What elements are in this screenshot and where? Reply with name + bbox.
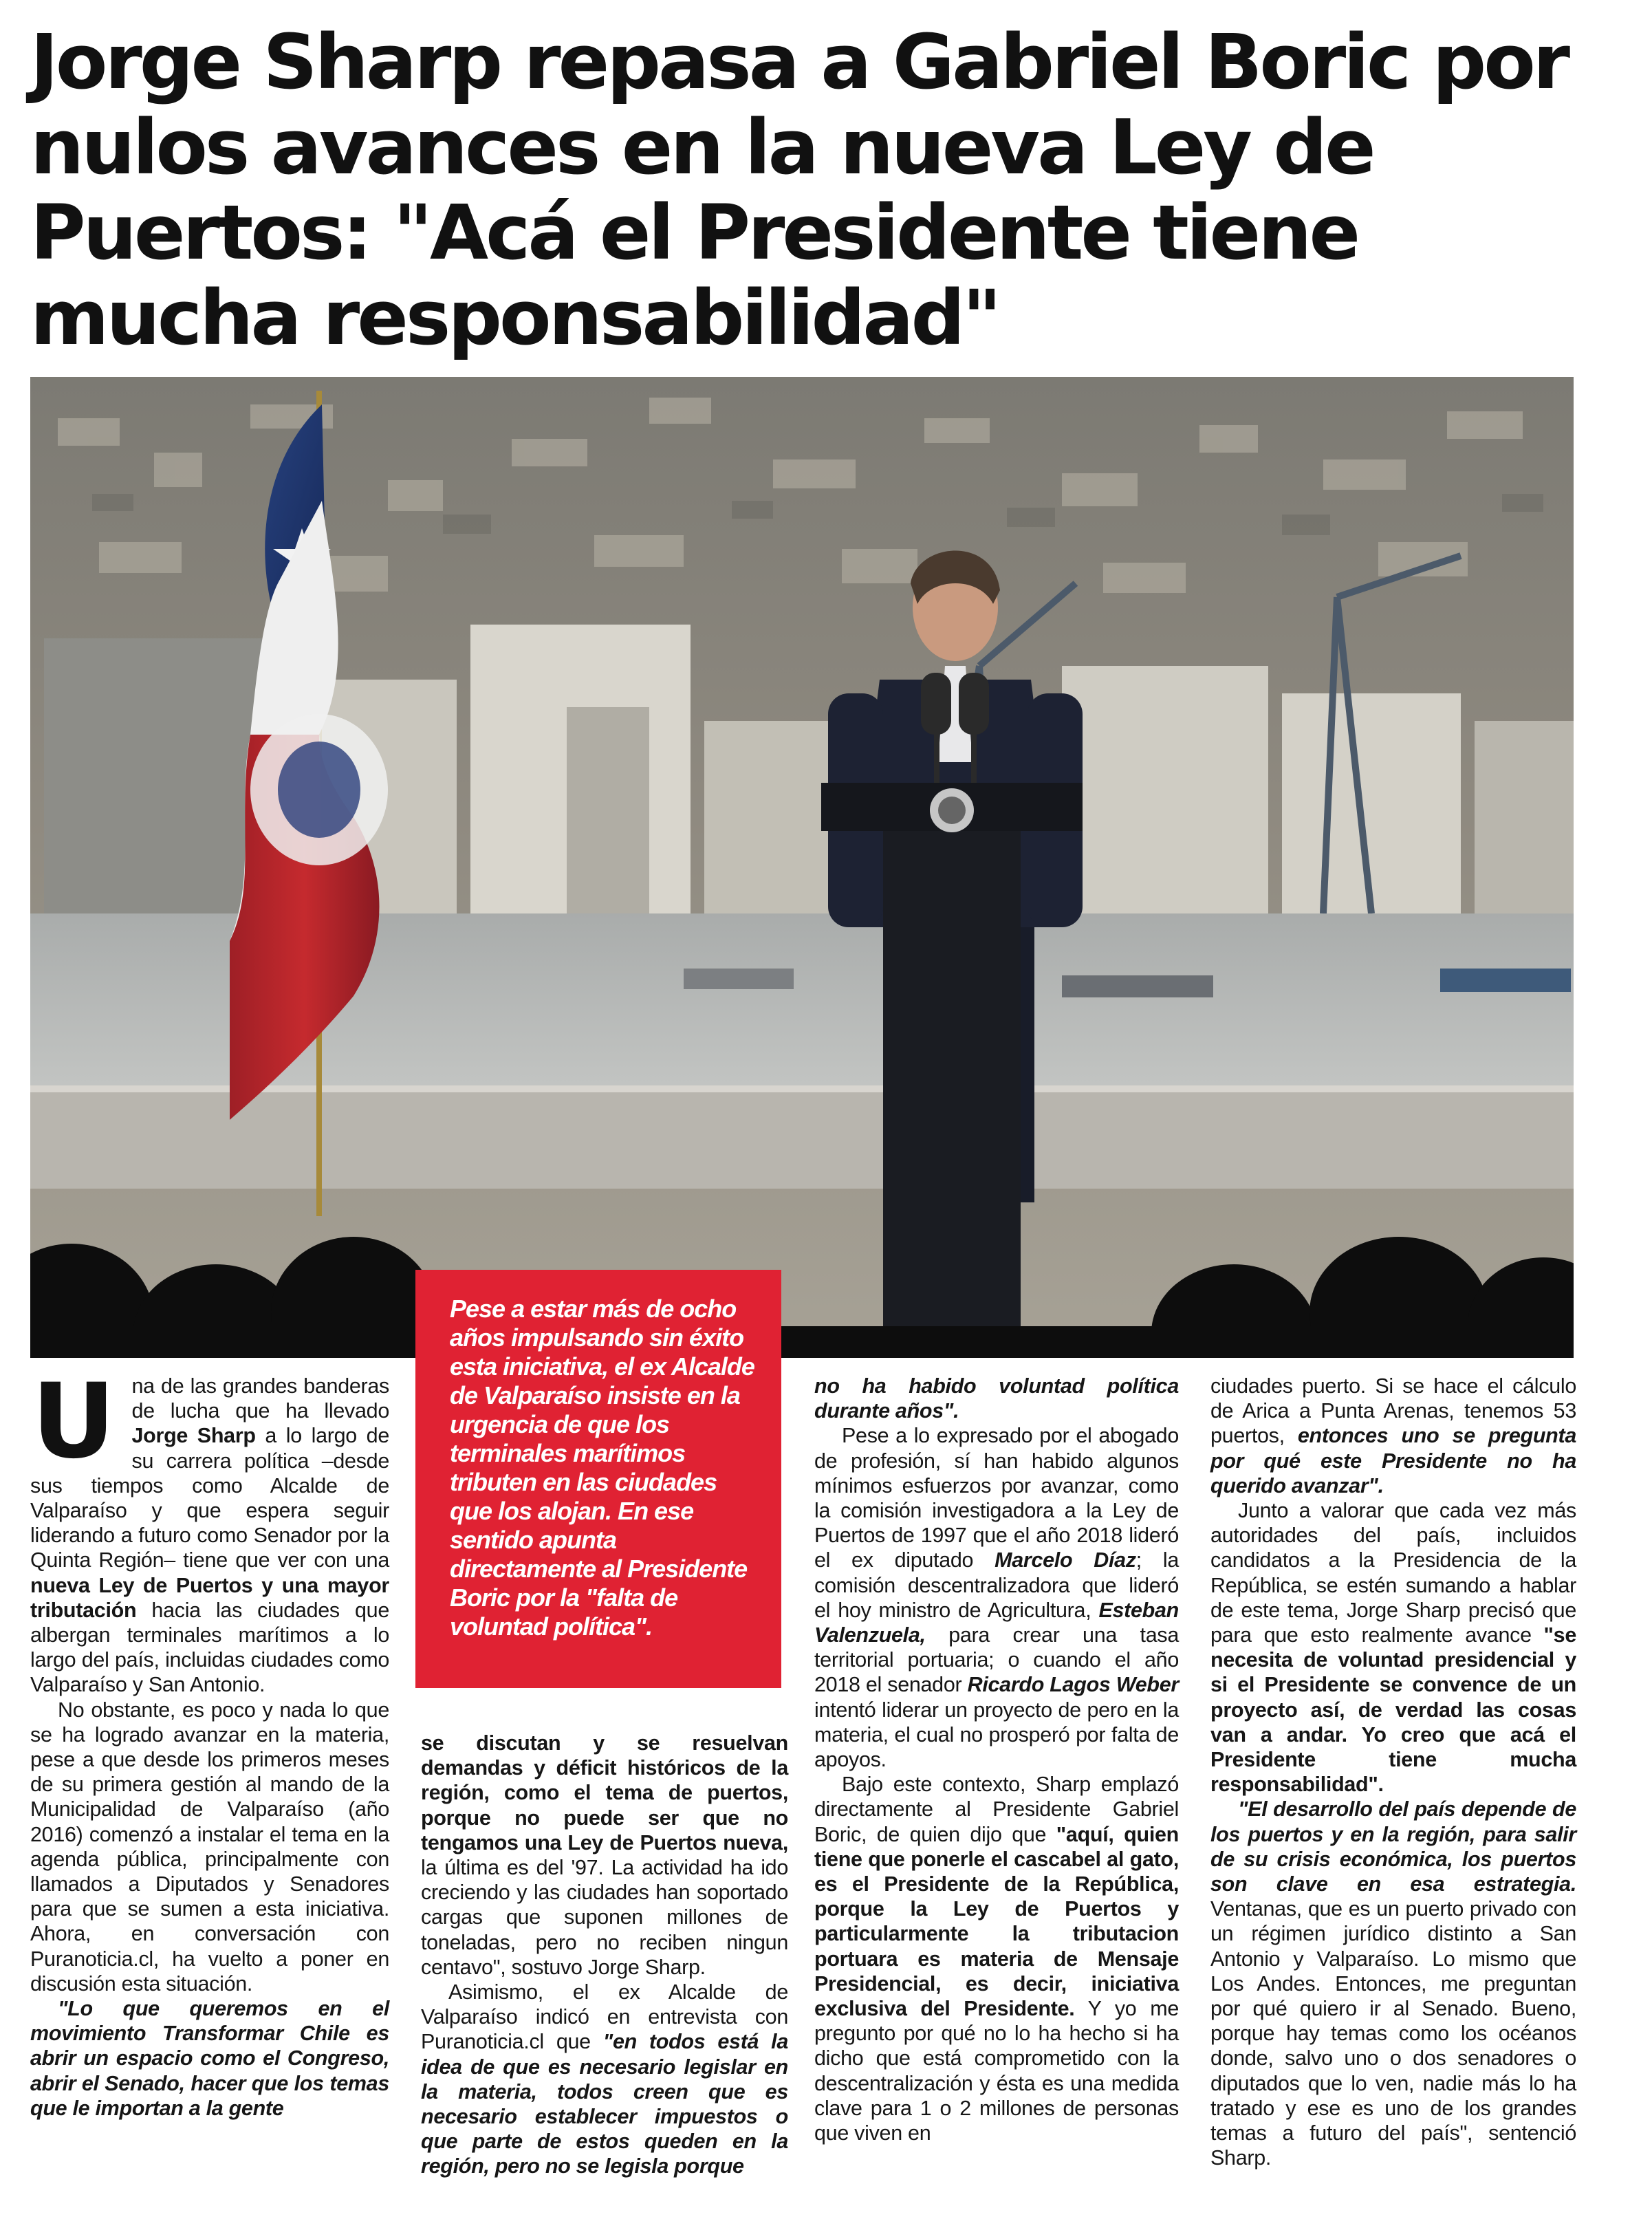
text-run: para crear una tasa territorial portuaria; o cuando el año 2018 el senador	[814, 1623, 1179, 1697]
main-photo	[30, 377, 1574, 1358]
text-run: nueva Ley de Puertos y una mayor tributación	[30, 1573, 389, 1622]
text-run: Ricardo Lagos Weber	[967, 1673, 1179, 1697]
text-run: Junto a valorar que cada vez más autoridades del país, incluidos candidatos a la Presidencia de la República, se estén sumando a hablar de este tema, Jorge Sharp precisó que para que esto realmente avance	[1210, 1499, 1576, 1647]
text-run: Marcelo Díaz	[995, 1548, 1136, 1572]
text-run: entonces uno se pregunta por qué este Presidente no ha querido avanzar".	[1210, 1424, 1576, 1497]
pullquote-text: Pese a estar más de ocho años impulsando sin éxito esta iniciativa, el ex Alcalde de Valparaíso insiste en la urgencia de que los terminales marítimos tributen en las ciudades que los alojan. En ese sentido apunta directamente al Presidente Boric por la "falta de voluntad política".	[450, 1295, 754, 1641]
article-paragraph	[30, 1698, 389, 1996]
text-run: Jorge Sharp	[131, 1424, 256, 1448]
article-column-3	[814, 1374, 1179, 2145]
text-run: "aquí, quien tiene que ponerle el cascabel al gato, es el Presidente de la República, porque la Ley de Puertos y particularmente la tributacion portuara es materia de Mensaje Presidencial, es decir, iniciativa exclusiva del Presidente.	[814, 1822, 1180, 2021]
text-run: la última es del '97. La actividad ha ido creciendo y las ciudades han soportado cargas que suponen millones de toneladas, pero no reciben ningun centavo", sostuvo Jorge Sharp.	[421, 1856, 788, 1979]
text-run: na de las grandes banderas de lucha que ha llevado	[131, 1374, 389, 1423]
article-paragraph	[421, 1980, 788, 2179]
text-run: Asimismo, el ex Alcalde de Valparaíso indicó en entrevista con Puranoticia.cl que	[421, 1980, 788, 2054]
article-paragraph	[814, 1772, 1179, 2145]
article-column-1	[30, 1362, 389, 2121]
headline: Jorge Sharp repasa a Gabriel Boric por nulos avances en la nueva Ley de Puertos: "Acá el Presidente tiene mucha responsabilidad"	[30, 18, 1568, 362]
article-paragraph	[814, 1374, 1179, 1423]
drop-cap: U	[32, 1362, 116, 1482]
text-run: "El desarrollo del país depende de los puertos y en la región, para salir de su crisis económica, los puertos son clave en esa estrategia.	[1210, 1797, 1576, 1896]
text-run: no ha habido voluntad política durante años".	[814, 1374, 1179, 1423]
text-run: se discutan y se resuelvan demandas y déficit históricos de la región, como el tema de puertos, porque no puede ser que no tengamos una Ley de Puertos nueva,	[421, 1731, 788, 1854]
article-paragraph	[1210, 1498, 1576, 1797]
text-run: "Lo que queremos en el movimiento Transformar Chile es abrir un espacio como el Congreso, abrir el Senado, hacer que los temas que le importan a la gente	[30, 1997, 389, 2120]
article-paragraph	[30, 1996, 389, 2121]
text-run: a lo largo de su carrera política –desde sus tiempos como Alcalde de Valparaíso y que espera seguir liderando a futuro como Senador por la Quinta Región– tiene que ver con una	[30, 1424, 389, 1572]
text-run: "en todos está la idea de que es necesario legislar en la materia, todos creen que es necesario establecer impuestos o que parte de estos queden en la región, pero no se legisla porque	[421, 2030, 788, 2178]
article-paragraph	[1210, 1797, 1576, 2170]
text-run: hacia las ciudades que albergan terminales marítimos a lo largo del país, incluidas ciudades como Valparaíso y San Antonio.	[30, 1598, 389, 1697]
pullquote	[415, 1270, 781, 1688]
text-run: Ventanas, que es un puerto privado con un régimen jurídico distinto a San Antonio y Valparaíso. Lo mismo que Los Andes. Entonces, me preguntan por qué quiero ir al Senado. Bueno, porque hay temas como los océanos donde, salvo uno o dos senadores o diputados que lo ven, nadie más lo ha tratado y ese es uno de los grandes temas a futuro del país", sentenció Sharp.	[1210, 1897, 1576, 2170]
article-paragraph	[1210, 1374, 1576, 1498]
article-paragraph	[421, 1731, 788, 1980]
text-run: "se necesita de voluntad presidencial y si el Presidente se convence de un proyecto así, de verdad las cosas van a andar. Yo creo que acá el Presidente tiene mucha responsabilidad".	[1210, 1623, 1576, 1797]
text-run: Y yo me pregunto por qué no lo ha hecho si ha dicho que está comprometido con la descentralización y ésta es una medida clave para 1 o 2 millones de personas que viven en	[814, 1997, 1179, 2145]
article-column-2	[421, 1731, 788, 2179]
text-run: Bajo este contexto, Sharp emplazó directamente al Presidente Gabriel Boric, de quien dijo que	[814, 1773, 1179, 1846]
text-run: ciudades puerto. Si se hace el cálculo de Arica a Punta Arenas, tenemos 53 puertos,	[1210, 1374, 1576, 1448]
text-run: ; la comisión descentralizadora que lideró el hoy ministro de Agricultura,	[814, 1548, 1179, 1622]
article-paragraph	[814, 1423, 1179, 1772]
text-run: No obstante, es poco y nada lo que se ha logrado avanzar en la materia, pese a que desde los primeros meses de su primera gestión al mando de la Municipalidad de Valparaíso (año 2016) comenzó a instalar el tema en la agenda pública, principalmente con llamados a Diputados y Senadores para que se sumen a esta iniciativa. Ahora, en conversación con Puranoticia.cl, ha vuelto a poner en discusión esta situación.	[30, 1698, 389, 1995]
text-run: Esteban Valenzuela,	[814, 1598, 1179, 1647]
article-paragraph	[30, 1362, 389, 1698]
text-run: Pese a lo expresado por el abogado de profesión, sí han habido algunos mínimos esfuerzos por avanzar, como la comisión investigadora a la Ley de Puertos de 1997 que el año 2018 lideró el ex diputado	[814, 1424, 1179, 1572]
text-run: intentó liderar un proyecto de pero en la materia, el cual no prosperó por falta de apoyos.	[814, 1698, 1179, 1772]
article-column-4	[1210, 1374, 1576, 2171]
